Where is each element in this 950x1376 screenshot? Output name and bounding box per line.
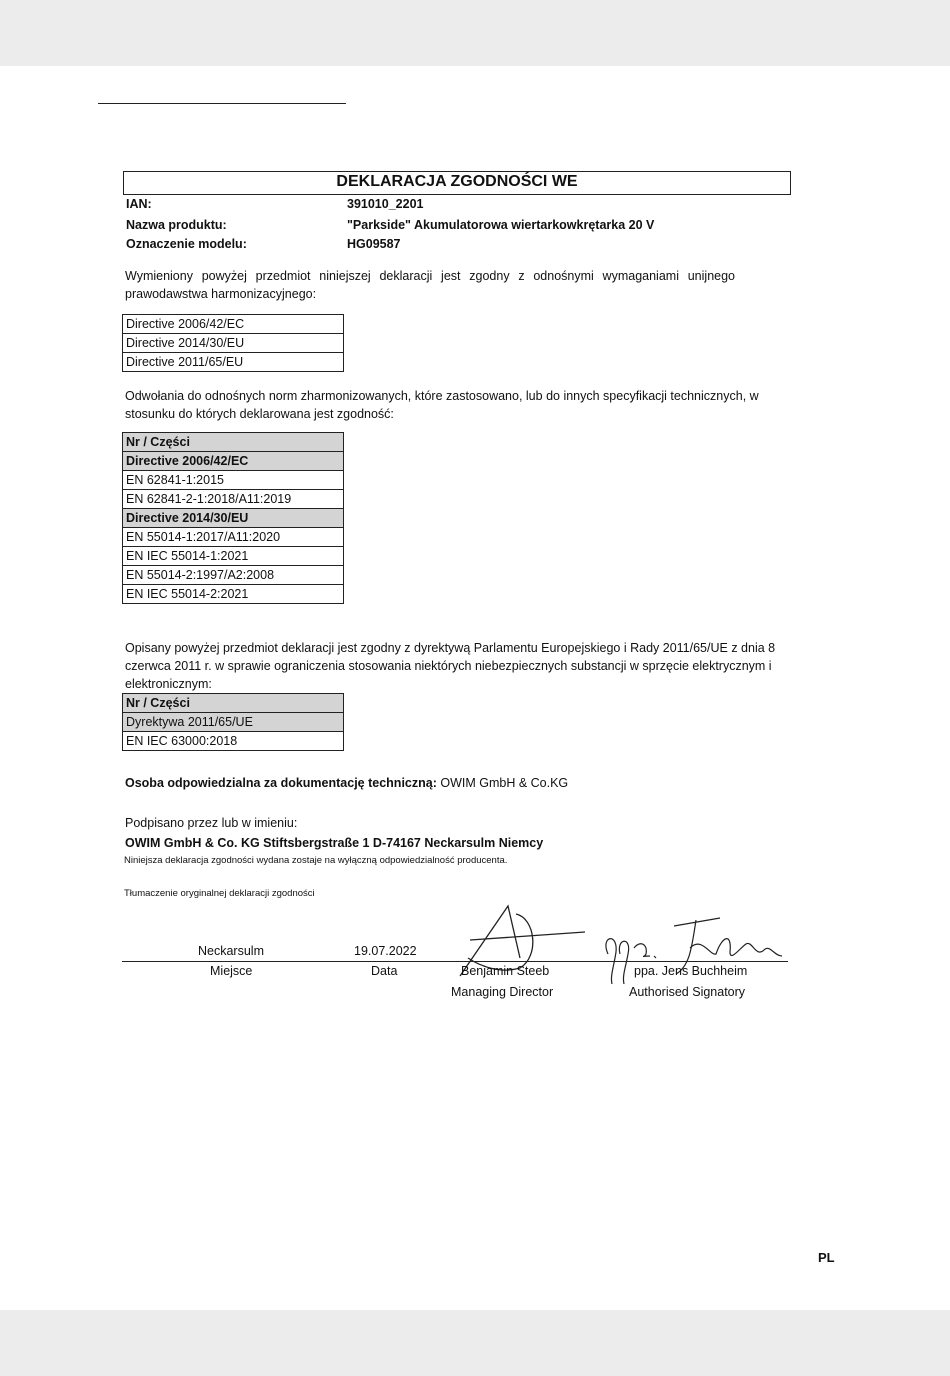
header-rule: [98, 103, 346, 104]
standard-cell: EN IEC 55014-1:2021: [123, 547, 344, 566]
model-value: HG09587: [347, 237, 401, 251]
standard-cell: EN IEC 55014-2:2021: [123, 585, 344, 604]
table-header: Nr / Części: [123, 433, 344, 452]
signature-line: [122, 961, 788, 962]
place-value: Neckarsulm: [198, 944, 264, 958]
title-box: [123, 171, 791, 195]
directive-cell: Directive 2011/65/EU: [123, 353, 344, 372]
place-label: Miejsce: [210, 964, 253, 978]
responsible-label: Osoba odpowiedzialna za dokumentację techniczną:: [125, 776, 437, 790]
person2-name: ppa. Jens Buchheim: [634, 964, 748, 978]
person1-role: Managing Director: [451, 985, 554, 999]
intro-paragraph: Wymieniony powyżej przedmiot niniejszej deklaracji jest zgodny z odnośnymi wymaganiami unijnego prawodawstwa harmonizacyjnego:: [125, 269, 735, 301]
standard-cell: EN IEC 63000:2018: [123, 732, 344, 751]
responsible-value: OWIM GmbH & Co.KG: [436, 776, 569, 790]
directive-cell: Directive 2014/30/EU: [123, 334, 344, 353]
standard-cell: EN 62841-2-1:2018/A11:2019: [123, 490, 344, 509]
person1-name: Benjamin Steeb: [461, 964, 550, 978]
standard-cell: EN 55014-2:1997/A2:2008: [123, 566, 344, 585]
standard-cell: EN 55014-1:2017/A11:2020: [123, 528, 344, 547]
document-page: [0, 66, 950, 1310]
document-title: DEKLARACJA ZGODNOŚCI WE: [336, 173, 578, 190]
product-label: Nazwa produktu:: [126, 218, 227, 232]
date-label: Data: [371, 964, 398, 978]
signed-label: Podpisano przez lub w imieniu:: [125, 816, 298, 830]
translation-note: Tłumaczenie oryginalnej deklaracji zgodności: [124, 888, 315, 899]
ian-label: IAN:: [126, 197, 152, 211]
standard-cell: EN 62841-1:2015: [123, 471, 344, 490]
person2-role: Authorised Signatory: [629, 985, 746, 999]
ian-value: 391010_2201: [347, 197, 424, 211]
rohs-table: [122, 693, 344, 751]
table-header: Nr / Części: [123, 694, 344, 713]
model-label: Oznaczenie modelu:: [126, 237, 247, 251]
product-value: "Parkside" Akumulatorowa wiertarkowkrętarka 20 V: [347, 218, 655, 232]
standards-paragraph: Odwołania do odnośnych norm zharmonizowanych, które zastosowano, lub do innych specyfikacji technicznych, w stosunku do których deklarowana jest zgodność:: [125, 389, 759, 421]
rohs-paragraph: Opisany powyżej przedmiot deklaracji jest zgodny z dyrektywą Parlamentu Europejskiego i Rady 2011/65/UE z dnia 8 czerwca 2011 r. w sprawie ograniczenia stosowania niektórych niebezpiecznych substancji w sprzęcie elektrycznym i elektronicznym:: [125, 641, 776, 691]
directives-table: [122, 314, 344, 372]
responsible-line: [125, 776, 568, 790]
signed-company: OWIM GmbH & Co. KG Stiftsbergstraße 1 D-74167 Neckarsulm Niemcy: [125, 836, 544, 850]
group-row: Directive 2014/30/EU: [123, 509, 344, 528]
group-row: Dyrektywa 2011/65/UE: [123, 713, 344, 732]
directive-cell: Directive 2006/42/EC: [123, 315, 344, 334]
date-value: 19.07.2022: [354, 944, 417, 958]
responsibility-note: Niniejsza deklaracja zgodności wydana zostaje na wyłączną odpowiedzialność producenta.: [124, 855, 508, 866]
group-row: Directive 2006/42/EC: [123, 452, 344, 471]
page-language-label: PL: [818, 1250, 835, 1265]
standards-table: [122, 432, 344, 604]
